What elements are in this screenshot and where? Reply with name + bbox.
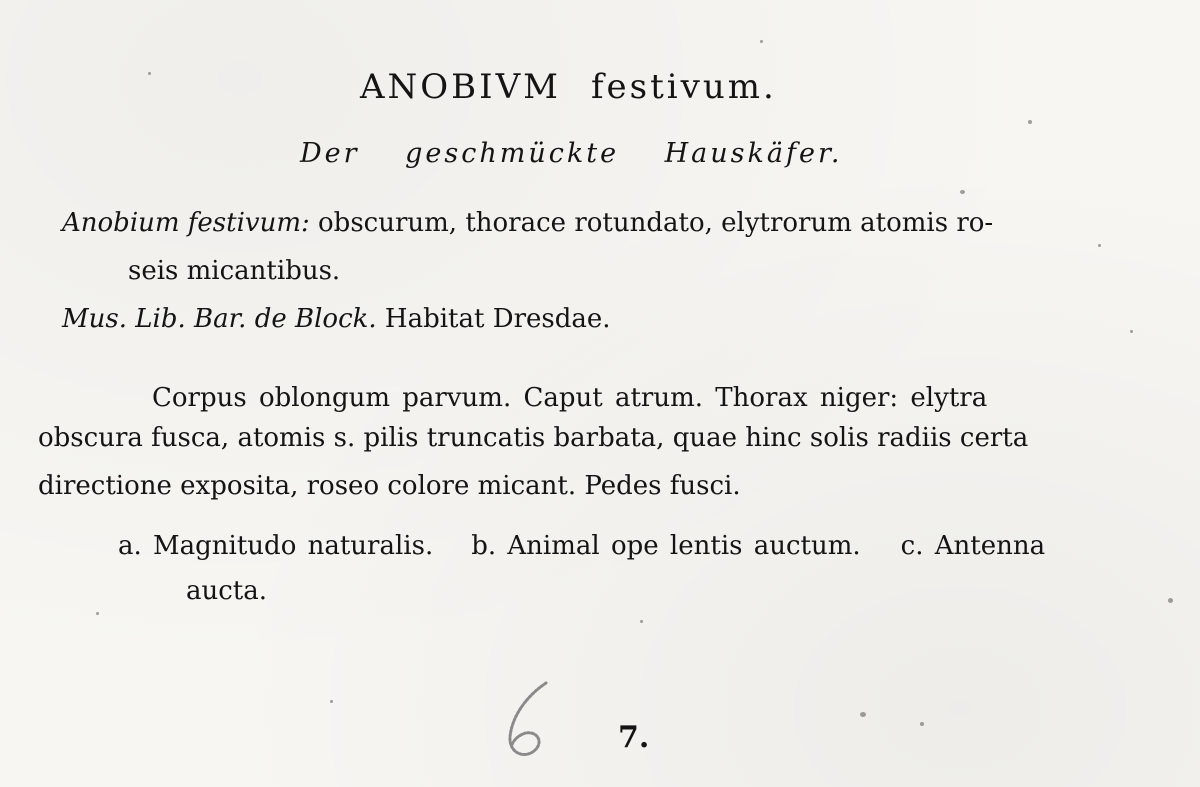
page-number: 7.: [618, 720, 650, 755]
paper-speck: [1130, 330, 1133, 333]
diagnosis-line-2: seis micantibus.: [128, 256, 341, 286]
pencil-annotation: [498, 675, 568, 765]
paper-speck: [920, 722, 924, 726]
figure-b: b. Animal ope lentis auctum.: [471, 531, 861, 561]
habitat-text: Habitat Dresdae.: [384, 304, 611, 334]
title-species: festivum.: [590, 67, 777, 107]
paper-speck: [860, 712, 866, 717]
diagnosis-name: Anobium festivum:: [62, 208, 310, 238]
figure-c: c. Antenna: [900, 531, 1046, 561]
paper-speck: [960, 190, 965, 194]
page-subtitle: Der geschmückte Hauskäfer.: [300, 138, 843, 169]
diagnosis-line-1: [62, 210, 993, 236]
title-genus: ANOBIVM: [360, 67, 561, 107]
figure-legend-line-1: [118, 533, 1045, 559]
description-line-1: Corpus oblongum parvum. Caput atrum. Thorax niger: elytra: [152, 383, 988, 413]
paper-speck: [1028, 120, 1032, 124]
paper-speck: [330, 700, 333, 703]
paper-speck: [640, 620, 643, 623]
paper-speck: [1098, 244, 1101, 247]
description-line-3: directione exposita, roseo colore micant. Pedes fusci.: [38, 471, 741, 501]
description-line-2: obscura fusca, atomis s. pilis truncatis barbata, quae hinc solis radiis certa: [38, 423, 1029, 453]
figure-legend-line-2: aucta.: [186, 576, 268, 606]
paper-speck: [148, 72, 151, 75]
paper-speck: [760, 40, 763, 43]
paper-speck: [1168, 598, 1173, 603]
page-title: [360, 67, 777, 107]
figure-a: a. Magnitudo naturalis.: [118, 531, 434, 561]
synonymy-line: [62, 306, 611, 332]
diagnosis-text-1: obscurum, thorace rotundato, elytrorum atomis ro-: [318, 208, 994, 238]
synonymy-source: Mus. Lib. Bar. de Block.: [62, 304, 377, 334]
paper-speck: [96, 612, 99, 615]
